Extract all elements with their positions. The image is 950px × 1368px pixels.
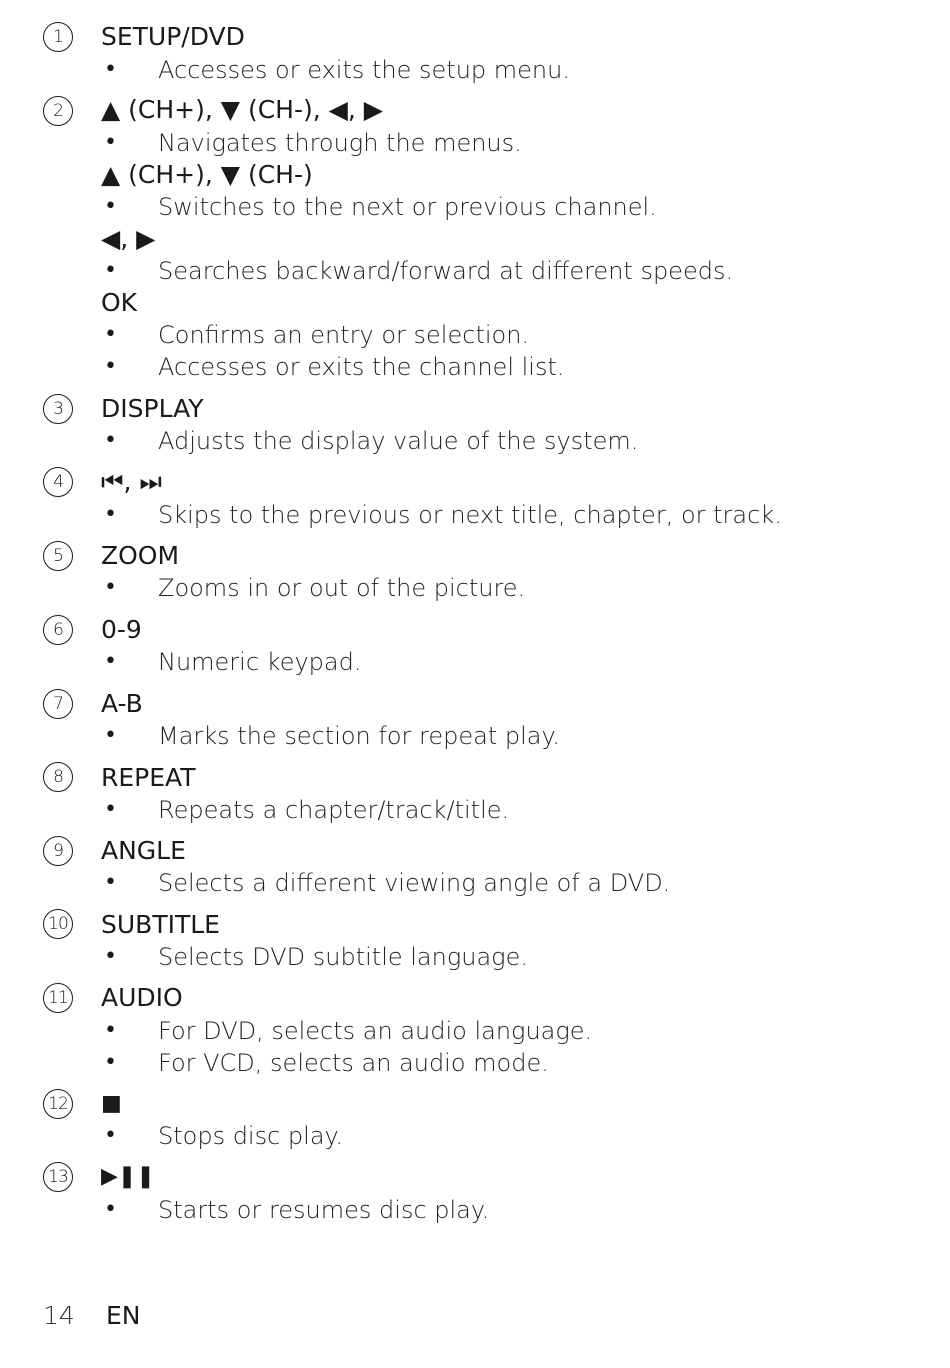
description-text: Marks the section for repeat play.	[158, 722, 560, 750]
description-text: Navigates through the menus.	[158, 129, 522, 157]
description-text: For DVD, selects an audio language.	[158, 1017, 593, 1045]
bullet-dot: •	[104, 944, 117, 969]
key-heading: ZOOM	[101, 541, 180, 570]
bullet-dot: •	[104, 428, 117, 453]
bullet-dot: •	[104, 354, 117, 379]
item-number: 10	[43, 909, 73, 939]
language-code: EN	[106, 1301, 141, 1330]
key-heading: ANGLE	[101, 836, 186, 865]
item-number: 11	[43, 983, 73, 1013]
key-heading: AUDIO	[101, 983, 183, 1012]
bullet-dot: •	[104, 797, 117, 822]
bullet-dot: •	[104, 194, 117, 219]
bullet-dot: •	[104, 649, 117, 674]
bullet-dot: •	[104, 575, 117, 600]
key-heading: 0-9	[101, 615, 142, 644]
key-heading: SUBTITLE	[101, 910, 220, 939]
description-text: For VCD, selects an audio mode.	[158, 1049, 549, 1077]
bullet-dot: •	[104, 870, 117, 895]
bullet-dot: •	[104, 130, 117, 155]
sub-heading: ▲ (CH+), ▼ (CH-)	[101, 160, 313, 189]
description-text: Selects a different viewing angle of a DVD.	[158, 869, 671, 897]
item-number: 9	[43, 836, 73, 866]
key-heading: SETUP/DVD	[101, 22, 245, 51]
stop-icon: ■	[101, 1091, 122, 1116]
description-text: Zooms in or out of the picture.	[158, 574, 526, 602]
bullet-dot: •	[104, 1050, 117, 1075]
item-number: 8	[43, 762, 73, 792]
description-text: Adjusts the display value of the system.	[158, 427, 639, 455]
description-text: Selects DVD subtitle language.	[158, 943, 528, 971]
item-number: 12	[43, 1089, 73, 1119]
bullet-dot: •	[104, 258, 117, 283]
item-number: 6	[43, 615, 73, 645]
description-text: Searches backward/forward at different speeds.	[158, 257, 734, 285]
bullet-dot: •	[104, 1197, 117, 1222]
item-number: 3	[43, 394, 73, 424]
description-text: Confirms an entry or selection.	[158, 321, 530, 349]
item-number: 7	[43, 689, 73, 719]
item-number: 5	[43, 541, 73, 571]
key-heading: ▲ (CH+), ▼ (CH-), ◀, ▶	[101, 95, 383, 124]
item-number: 2	[43, 96, 73, 126]
description-text: Switches to the next or previous channel.	[158, 193, 657, 221]
item-number: 13	[43, 1162, 73, 1192]
page-number: 14	[43, 1301, 75, 1330]
description-text: Numeric keypad.	[158, 648, 362, 676]
play-pause-icon: ▶❚❚	[101, 1164, 155, 1189]
bullet-dot: •	[104, 723, 117, 748]
sub-heading: OK	[101, 288, 138, 317]
bullet-dot: •	[104, 502, 117, 527]
description-text: Repeats a chapter/track/title.	[158, 796, 510, 824]
description-text: Accesses or exits the setup menu.	[158, 56, 570, 84]
key-heading: A-B	[101, 689, 143, 718]
description-text: Stops disc play.	[158, 1122, 343, 1150]
key-heading: REPEAT	[101, 763, 196, 792]
item-number: 4	[43, 467, 73, 497]
description-text: Skips to the previous or next title, chapter, or track.	[158, 501, 782, 529]
key-heading: ⏮, ⏭	[101, 467, 162, 496]
bullet-dot: •	[104, 1123, 117, 1148]
key-heading: DISPLAY	[101, 394, 204, 423]
description-text: Starts or resumes disc play.	[158, 1196, 490, 1224]
bullet-dot: •	[104, 1018, 117, 1043]
sub-heading: ◀, ▶	[101, 224, 156, 253]
description-text: Accesses or exits the channel list.	[158, 353, 565, 381]
bullet-dot: •	[104, 57, 117, 82]
bullet-dot: •	[104, 322, 117, 347]
item-number: 1	[43, 22, 73, 52]
